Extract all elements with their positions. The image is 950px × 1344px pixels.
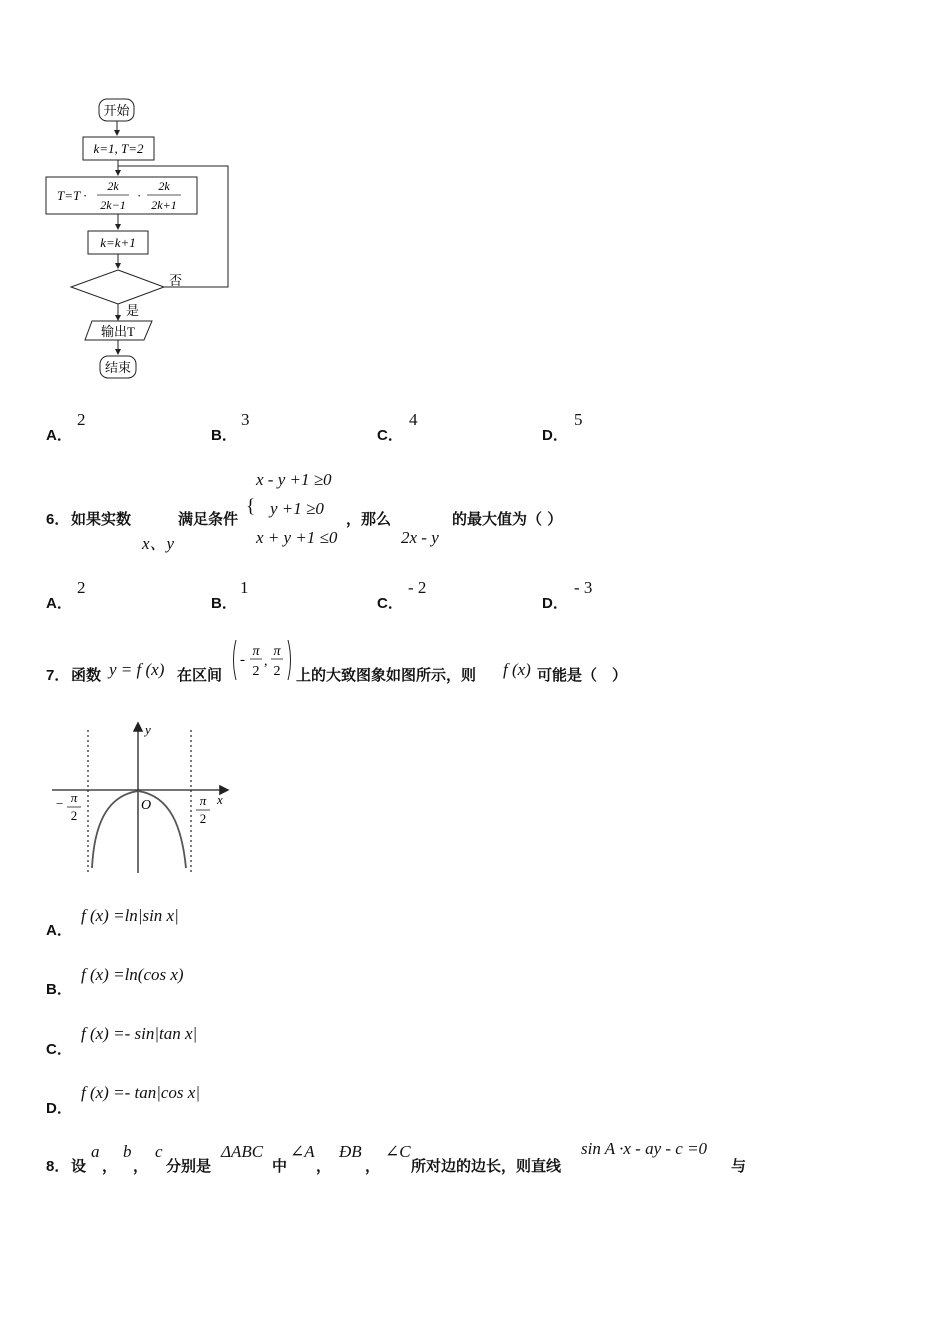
q6-condition-3: x + y +1 ≤0	[256, 528, 338, 547]
q8-var-c: c	[155, 1142, 163, 1161]
flow-init-text: k=1, T=2	[93, 141, 144, 156]
q7-interval-comma: ,	[264, 654, 268, 669]
q8-text-5: 与	[731, 1157, 747, 1175]
q7-pos-den: 2	[199, 811, 207, 826]
q8-angle-c: ∠C	[385, 1142, 411, 1161]
q8-comma-1: ，	[102, 1157, 118, 1175]
q7-graph	[50, 718, 235, 878]
q8-angle-b: ÐB	[339, 1142, 362, 1161]
flow-start-text: 开始	[103, 103, 130, 118]
flow-update-prefix: T=T ·	[57, 188, 87, 203]
q6-option-a-label: A．	[46, 595, 72, 612]
q7-interval-minus: -	[240, 652, 245, 668]
q7-interval-two-1: 2	[252, 664, 260, 679]
flow-end-text: 结束	[104, 360, 132, 375]
q7-interval	[229, 637, 295, 683]
flow-frac1-den: 2k−1	[100, 198, 126, 212]
q6-vars: x、y	[142, 534, 175, 553]
q5-option-d-value: 5	[574, 410, 583, 429]
q7-option-d-label: D．	[46, 1100, 72, 1117]
q7-y-label: y	[145, 722, 151, 737]
q7-option-b-label: B．	[46, 981, 72, 998]
q8-line-equation: sin A ·x - ay - c =0	[581, 1139, 708, 1158]
q6-expression: 2x - y	[401, 528, 439, 547]
q7-text-3: 上的大致图象如图所示，则	[296, 666, 477, 684]
q7-fx: f (x)	[503, 660, 531, 679]
q6-option-a-value: 2	[77, 578, 86, 597]
q7-option-a-value: f (x) =ln|sin x|	[81, 906, 179, 925]
q8-text-1: 设	[71, 1157, 87, 1175]
flow-output-text: 输出T	[101, 324, 135, 339]
q6-option-d-value: - 3	[574, 578, 593, 597]
q6-condition-1: x - y +1 ≥0	[256, 470, 332, 489]
q7-interval-pi-1: π	[252, 644, 260, 659]
flowchart	[40, 95, 240, 387]
q6-option-d-label: D．	[542, 595, 568, 612]
q8-var-b: b	[123, 1142, 132, 1161]
q8-text-4: 所对边的边长，则直线	[411, 1157, 562, 1175]
q5-option-c-label: C．	[377, 427, 403, 444]
q7-option-c-label: C．	[46, 1041, 72, 1058]
q5-option-c-value: 4	[409, 410, 418, 429]
q7-text-1: 函数	[71, 666, 102, 684]
q8-number: 8．	[46, 1158, 70, 1175]
q6-option-c-value: - 2	[408, 578, 427, 597]
q8-comma-3: ，	[316, 1157, 332, 1175]
flow-increment-text: k=k+1	[100, 235, 136, 250]
q8-text-2: 分别是	[166, 1157, 212, 1175]
q8-angle-a: ∠A	[290, 1142, 315, 1161]
q7-neg-pi: π	[70, 790, 78, 805]
q7-curve	[92, 791, 186, 868]
flow-no-label: 否	[169, 273, 183, 288]
q8-comma-2: ，	[133, 1157, 149, 1175]
q5-option-a-label: A．	[46, 427, 72, 444]
q7-interval-two-2: 2	[273, 664, 281, 679]
q5-option-d-label: D．	[542, 427, 568, 444]
q7-neg-den: 2	[70, 808, 78, 823]
q7-number: 7．	[46, 667, 70, 684]
flow-yes-label: 是	[126, 303, 140, 318]
q6-text-1: 如果实数	[71, 510, 132, 528]
q7-function: y = f (x)	[109, 660, 165, 679]
q7-option-d-value: f (x) =- tan|cos x|	[81, 1083, 200, 1102]
q7-interval-pi-2: π	[273, 644, 281, 659]
flow-frac1-num: 2k	[107, 179, 119, 193]
q6-text-2: 满足条件	[178, 510, 239, 528]
q6-text-3: ，那么	[346, 510, 392, 528]
q6-text-4: 的最大值为（ ）	[452, 510, 563, 528]
q7-text-4: 可能是（ ）	[537, 666, 628, 684]
q5-option-a-value: 2	[77, 410, 86, 429]
q5-option-b-label: B．	[211, 427, 237, 444]
q7-option-c-value: f (x) =- sin|tan x|	[81, 1024, 198, 1043]
q6-brace: {	[246, 496, 256, 517]
q6-option-b-label: B．	[211, 595, 237, 612]
flow-decision-diamond	[71, 270, 164, 304]
flow-frac2-den: 2k+1	[151, 198, 177, 212]
q6-option-c-label: C．	[377, 595, 403, 612]
q5-option-b-value: 3	[241, 410, 250, 429]
q7-x-label: x	[217, 792, 223, 807]
svg-text:·: ·	[137, 188, 142, 203]
q7-pos-pi: π	[199, 793, 207, 808]
q7-option-a-label: A．	[46, 922, 72, 939]
flow-frac2-num: 2k	[158, 179, 170, 193]
q8-comma-4: ，	[365, 1157, 381, 1175]
q8-var-a: a	[91, 1142, 100, 1161]
q7-option-b-value: f (x) =ln(cos x)	[81, 965, 184, 984]
q7-text-2: 在区间	[177, 666, 223, 684]
q6-option-b-value: 1	[240, 578, 249, 597]
q8-text-3: 中	[272, 1157, 288, 1175]
q6-condition-2: y +1 ≥0	[270, 499, 324, 518]
q6-number: 6．	[46, 511, 70, 528]
q8-triangle: ΔABC	[221, 1142, 264, 1161]
q7-origin-label: O	[141, 798, 152, 813]
q7-neg-sign: −	[56, 796, 64, 811]
